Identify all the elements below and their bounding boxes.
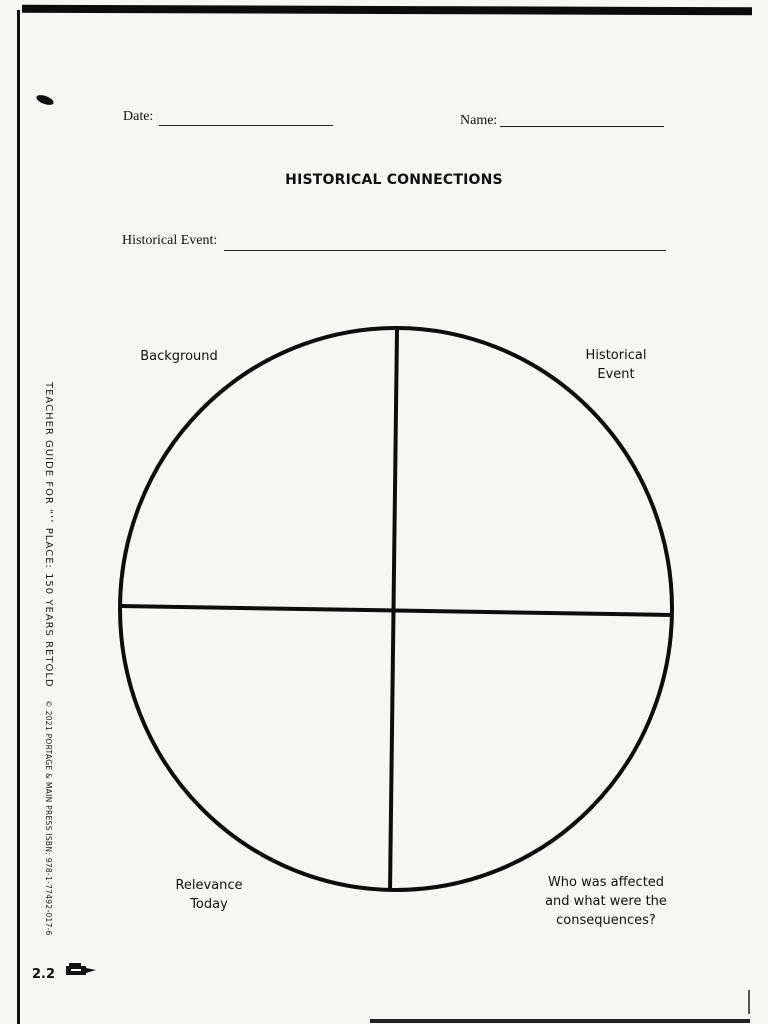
historical-event-label: Historical Event: [122, 233, 218, 248]
scan-top-edge [22, 5, 752, 16]
copyright-side-text [43, 382, 54, 936]
page-title: HISTORICAL CONNECTIONS [285, 172, 503, 188]
quadrant-label-consequences: Who was affected and what were the consequences? [545, 875, 667, 928]
scan-left-edge [17, 10, 20, 1024]
printer-icon [64, 962, 98, 978]
date-field[interactable] [159, 125, 333, 126]
name-label: Name: [460, 113, 498, 128]
quadrant-label-historical-event: Historical Event [585, 348, 647, 382]
quadrant-circle-diagram [110, 318, 680, 898]
date-label: Date: [123, 109, 154, 124]
quadrant-label-background: Background [140, 349, 218, 364]
side-text-small: © 2021 PORTAGE & MAIN PRESS ISBN: 978-1-77492-017-6 [44, 700, 53, 936]
name-field[interactable] [500, 126, 664, 127]
side-text-main: TEACHER GUIDE FOR “ʻʼ PLACE: 150 YEARS RETOLD [43, 382, 54, 688]
scan-bottom-edge [370, 1019, 750, 1023]
page-number: 2.2 [32, 967, 56, 982]
punch-hole-mark [35, 93, 55, 107]
quadrant-label-relevance-today: Relevance Today [175, 878, 243, 912]
scan-right-mark [748, 990, 750, 1014]
historical-event-field[interactable] [224, 250, 666, 251]
